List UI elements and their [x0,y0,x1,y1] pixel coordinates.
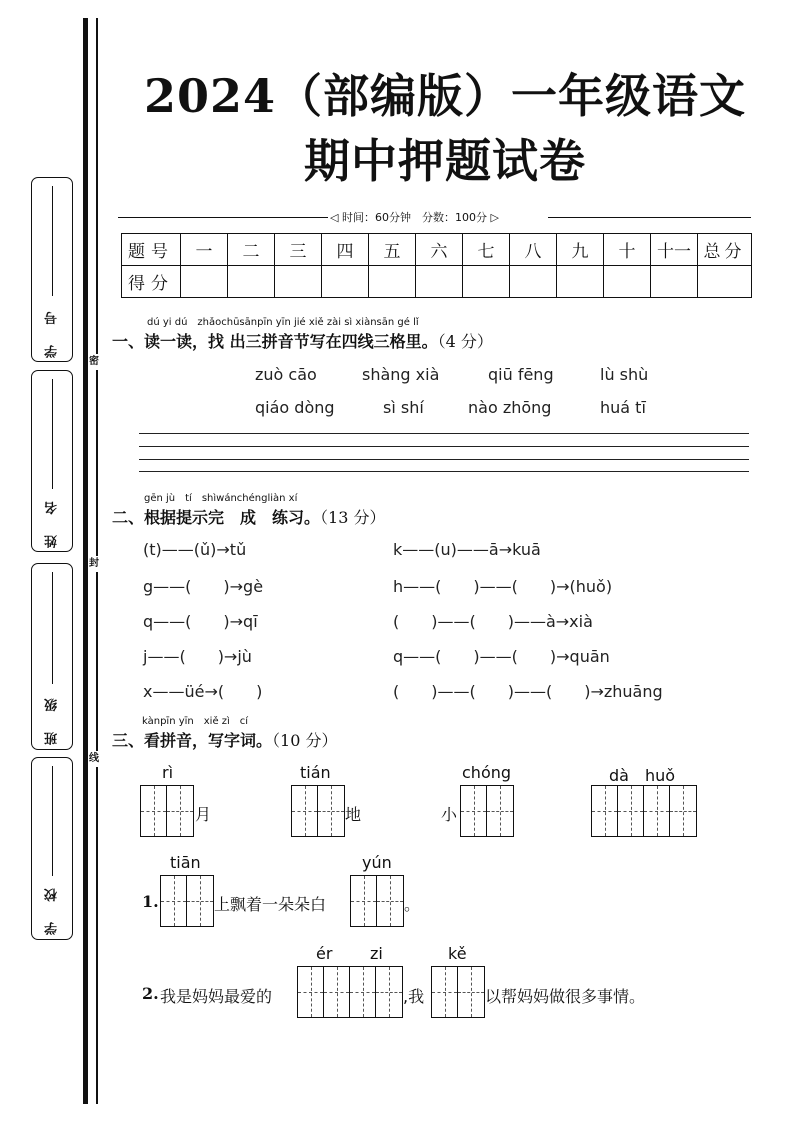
word-suffix: 月 [195,805,212,824]
s2-left-item: (t)——(ǔ)→tǔ [143,540,247,559]
s1-syllable: qiáo dòng [255,398,335,417]
s2-pinyin-zi: zi [370,944,383,963]
score-input-cell[interactable] [416,266,463,298]
s1-pinyin-yun: yún [362,853,392,872]
s2-right-item: k——(u)——ā→kuā [393,540,541,559]
score-cell-header: 题号 [122,234,181,266]
tab-student-id: 学 号 [31,177,73,362]
word-pinyin: dà huǒ [609,766,676,785]
score-cell-header: 七 [463,234,510,266]
score-input-cell[interactable] [651,266,698,298]
s1-syllable: lù shù [600,365,649,384]
score-table [121,233,752,298]
section2-pinyin: gēn jù tí shìwánchéngliàn xí [144,493,298,504]
score-cell-header: 总分 [698,234,752,266]
time-info: ◁ 时间：60分钟 分数：100分 ▷ [330,211,499,224]
score-input-cell[interactable] [181,266,228,298]
score-cell-header: 九 [557,234,604,266]
s2-pinyin-er: ér [316,944,333,963]
score-cell-header: 六 [416,234,463,266]
section1-points: （4 分） [437,332,493,351]
seal-mark-mi: 密 [88,354,100,370]
score-table-score-row [122,266,752,298]
score-input-cell[interactable] [228,266,275,298]
score-cell-header: 十一 [651,234,698,266]
section3-title-text: 三、看拼音，写字词。 [112,731,273,750]
s2-left-item: x——üé→( ) [143,682,263,701]
section1-title [112,329,493,352]
score-input-cell[interactable] [463,266,510,298]
title-line2: 期中押题试卷 [304,134,586,188]
score-input-cell[interactable] [604,266,651,298]
section3-points: （10 分） [272,731,338,750]
section2-title [112,505,385,528]
s2-pinyin-ke: kě [448,944,467,963]
sentence2-mid: ,我 [403,987,425,1006]
sentence-number: 2. [142,984,159,1003]
score-input-cell[interactable] [557,266,604,298]
s1-syllable: zuò cāo [255,365,317,384]
writing-line [139,471,749,472]
score-input-cell[interactable] [369,266,416,298]
s1-pinyin-tian: tiān [170,853,201,872]
score-table-header-row [122,234,752,266]
s2-left-item: j——( )→jù [143,647,252,666]
writing-line [139,446,749,447]
section1-pinyin: dú yi dú zhǎochūsānpīn yīn jié xiě zài sì xiànsān gé lǐ [147,317,419,328]
score-cell-header: 五 [369,234,416,266]
score-cell-header: 一 [181,234,228,266]
s2-left-item: g——( )→gè [143,577,264,596]
sentence-number: 1. [142,892,159,911]
s1-syllable: huá tī [600,398,646,417]
score-input-cell[interactable] [322,266,369,298]
seal-mark-feng: 封 [88,556,100,572]
seal-mark-xian: 线 [88,751,100,767]
s1-syllable: sì shí [383,398,424,417]
score-cell-header: 十 [604,234,651,266]
writing-line [139,459,749,460]
s2-right-item: q——( )——( )→quān [393,647,610,666]
time-rule-left [118,217,328,218]
word-suffix: 地 [345,805,362,824]
score-cell-header: 八 [510,234,557,266]
section2-points: （13 分） [320,508,386,527]
s1-syllable: shàng xià [362,365,440,384]
tab-school: 学 校 [31,757,73,940]
word-pinyin: rì [162,763,174,782]
score-input-cell[interactable] [275,266,322,298]
section1-title-text: 一、读一读，找 出三拼音节写在四线三格里。 [112,332,438,351]
sentence2-end: 以帮妈妈做很多事情。 [485,987,646,1006]
s2-right-item: ( )——( )——( )→zhuāng [393,682,663,701]
section3-title [112,728,337,751]
title-line1: 2024（部编版）一年级语文 [143,69,747,123]
s1-syllable: nào zhōng [468,398,552,417]
s1-syllable: qiū fēng [488,365,554,384]
word-pinyin: tián [300,763,331,782]
score-cell-header: 四 [322,234,369,266]
word-pinyin: chóng [462,763,512,782]
s2-right-item: h——( )——( )→(huǒ) [393,577,613,596]
s2-right-item: ( )——( )——à→xià [393,612,593,631]
score-input-cell[interactable] [510,266,557,298]
writing-line [139,433,749,434]
tab-name: 姓 名 [31,370,73,552]
score-row-label: 得分 [122,266,181,298]
section3-pinyin: kànpīn yīn xiě zì cí [142,716,249,727]
score-cell-header: 三 [275,234,322,266]
sentence1-end: 。 [404,895,421,914]
tab-class: 班 级 [31,563,73,750]
score-cell-header: 二 [228,234,275,266]
s2-left-item: q——( )→qī [143,612,258,631]
time-rule-right [548,217,751,218]
word-prefix: 小 [441,805,458,824]
sentence2-text: 我是妈妈最爱的 [160,987,273,1006]
score-input-cell[interactable] [698,266,752,298]
section2-title-text: 二、根据提示完 成 练习。 [112,508,321,527]
sentence1-text: 上飘着一朵朵白 [214,895,327,914]
